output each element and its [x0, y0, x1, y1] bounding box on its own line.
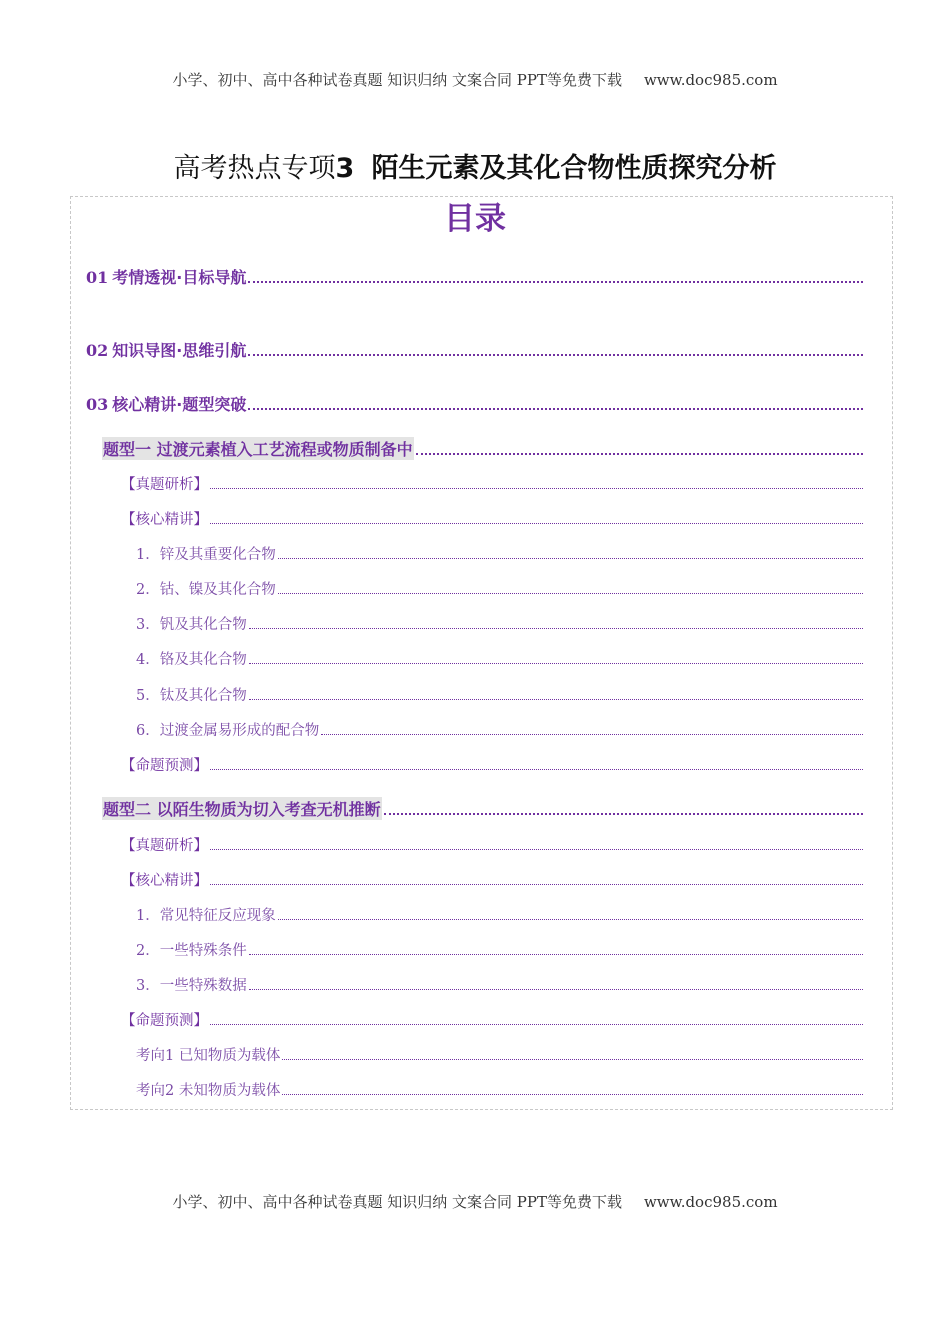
dot-leader — [278, 558, 863, 559]
section-label: 知识导图·思维引航 — [112, 341, 247, 360]
footer-text: 小学、初中、高中各种试卷真题 知识归纳 文案合同 PPT等免费下载 — [172, 1193, 622, 1211]
toc-type1-hexin[interactable] — [0, 507, 863, 529]
entry-label: 2．钴、镍及其化合物 — [136, 582, 276, 598]
dot-leader — [249, 628, 863, 629]
entry-label: 1．常见特征反应现象 — [136, 908, 276, 924]
type-label: 题型一 过渡元素植入工艺流程或物质制备中 — [102, 437, 414, 460]
entry-label: 1．锌及其重要化合物 — [136, 547, 276, 563]
dot-leader — [282, 1094, 863, 1095]
section-number: 01 — [86, 268, 109, 287]
toc-type2-sub-1[interactable] — [0, 1043, 863, 1065]
toc-type2-sub-2[interactable] — [0, 1078, 863, 1100]
toc-type-1[interactable] — [0, 438, 863, 460]
entry-label: 5．钛及其化合物 — [136, 688, 247, 704]
entry-label: 【核心精讲】 — [121, 512, 208, 528]
entry-label: 考向1 已知物质为载体 — [136, 1048, 281, 1064]
toc-type2-item-3[interactable] — [0, 973, 863, 995]
dot-leader — [210, 488, 863, 489]
toc-type1-item-1[interactable] — [0, 542, 863, 564]
section-number: 02 — [86, 341, 109, 360]
section-number: 03 — [86, 395, 109, 414]
dot-leader — [210, 523, 863, 524]
toc-section-03[interactable] — [0, 393, 863, 415]
toc-type1-item-5[interactable] — [0, 683, 863, 705]
page-header — [0, 69, 950, 90]
entry-label: 4．铬及其化合物 — [136, 652, 247, 668]
toc-type2-yuce[interactable] — [0, 1008, 863, 1030]
entry-label: 【核心精讲】 — [121, 873, 208, 889]
toc-type2-zhenti[interactable] — [0, 833, 863, 855]
dot-leader — [210, 769, 863, 770]
dot-leader — [249, 954, 863, 955]
footer-site: www.doc985.com — [643, 1193, 778, 1211]
toc-type1-item-2[interactable] — [0, 577, 863, 599]
entry-label: 3．钒及其化合物 — [136, 617, 247, 633]
document-title — [0, 146, 950, 185]
dot-leader — [416, 453, 863, 455]
entry-label: 考向2 未知物质为载体 — [136, 1083, 281, 1099]
toc-type2-item-2[interactable] — [0, 938, 863, 960]
dot-leader — [210, 849, 863, 850]
dot-leader — [249, 989, 863, 990]
toc-section-01[interactable] — [0, 266, 863, 288]
dot-leader — [282, 1059, 863, 1060]
dot-leader — [321, 734, 863, 735]
dot-leader — [248, 281, 863, 283]
toc-type1-item-6[interactable] — [0, 718, 863, 740]
entry-label: 【真题研析】 — [121, 838, 208, 854]
section-label: 考情透视·目标导航 — [112, 268, 247, 287]
entry-label: 2．一些特殊条件 — [136, 943, 247, 959]
title-subject: 陌生元素及其化合物性质探究分析 — [371, 153, 777, 184]
toc-type1-item-3[interactable] — [0, 612, 863, 634]
entry-label: 【真题研析】 — [121, 477, 208, 493]
type-label: 题型二 以陌生物质为切入考查无机推断 — [102, 797, 382, 820]
toc-type2-item-1[interactable] — [0, 903, 863, 925]
dot-leader — [384, 813, 863, 815]
toc-type1-zhenti[interactable] — [0, 472, 863, 494]
title-number: 3 — [335, 153, 355, 184]
dot-leader — [210, 884, 863, 885]
dot-leader — [248, 408, 863, 410]
dot-leader — [278, 593, 863, 594]
page-footer — [0, 1191, 950, 1212]
toc-section-02[interactable] — [0, 339, 863, 361]
dot-leader — [249, 699, 863, 700]
toc-type1-item-4[interactable] — [0, 647, 863, 669]
dot-leader — [278, 919, 863, 920]
dot-leader — [249, 663, 863, 664]
header-site: www.doc985.com — [643, 71, 778, 89]
toc-heading: 目录 — [444, 201, 506, 237]
toc-type1-yuce[interactable] — [0, 753, 863, 775]
title-prefix: 高考热点专项 — [173, 153, 336, 184]
section-label: 核心精讲·题型突破 — [112, 395, 247, 414]
entry-label: 【命题预测】 — [121, 1013, 208, 1029]
toc-type2-hexin[interactable] — [0, 868, 863, 890]
dot-leader — [210, 1024, 863, 1025]
dot-leader — [248, 354, 863, 356]
header-text: 小学、初中、高中各种试卷真题 知识归纳 文案合同 PPT等免费下载 — [172, 71, 622, 89]
toc-type-2[interactable] — [0, 798, 863, 820]
entry-label: 3．一些特殊数据 — [136, 978, 247, 994]
entry-label: 6．过渡金属易形成的配合物 — [136, 723, 320, 739]
entry-label: 【命题预测】 — [121, 758, 208, 774]
